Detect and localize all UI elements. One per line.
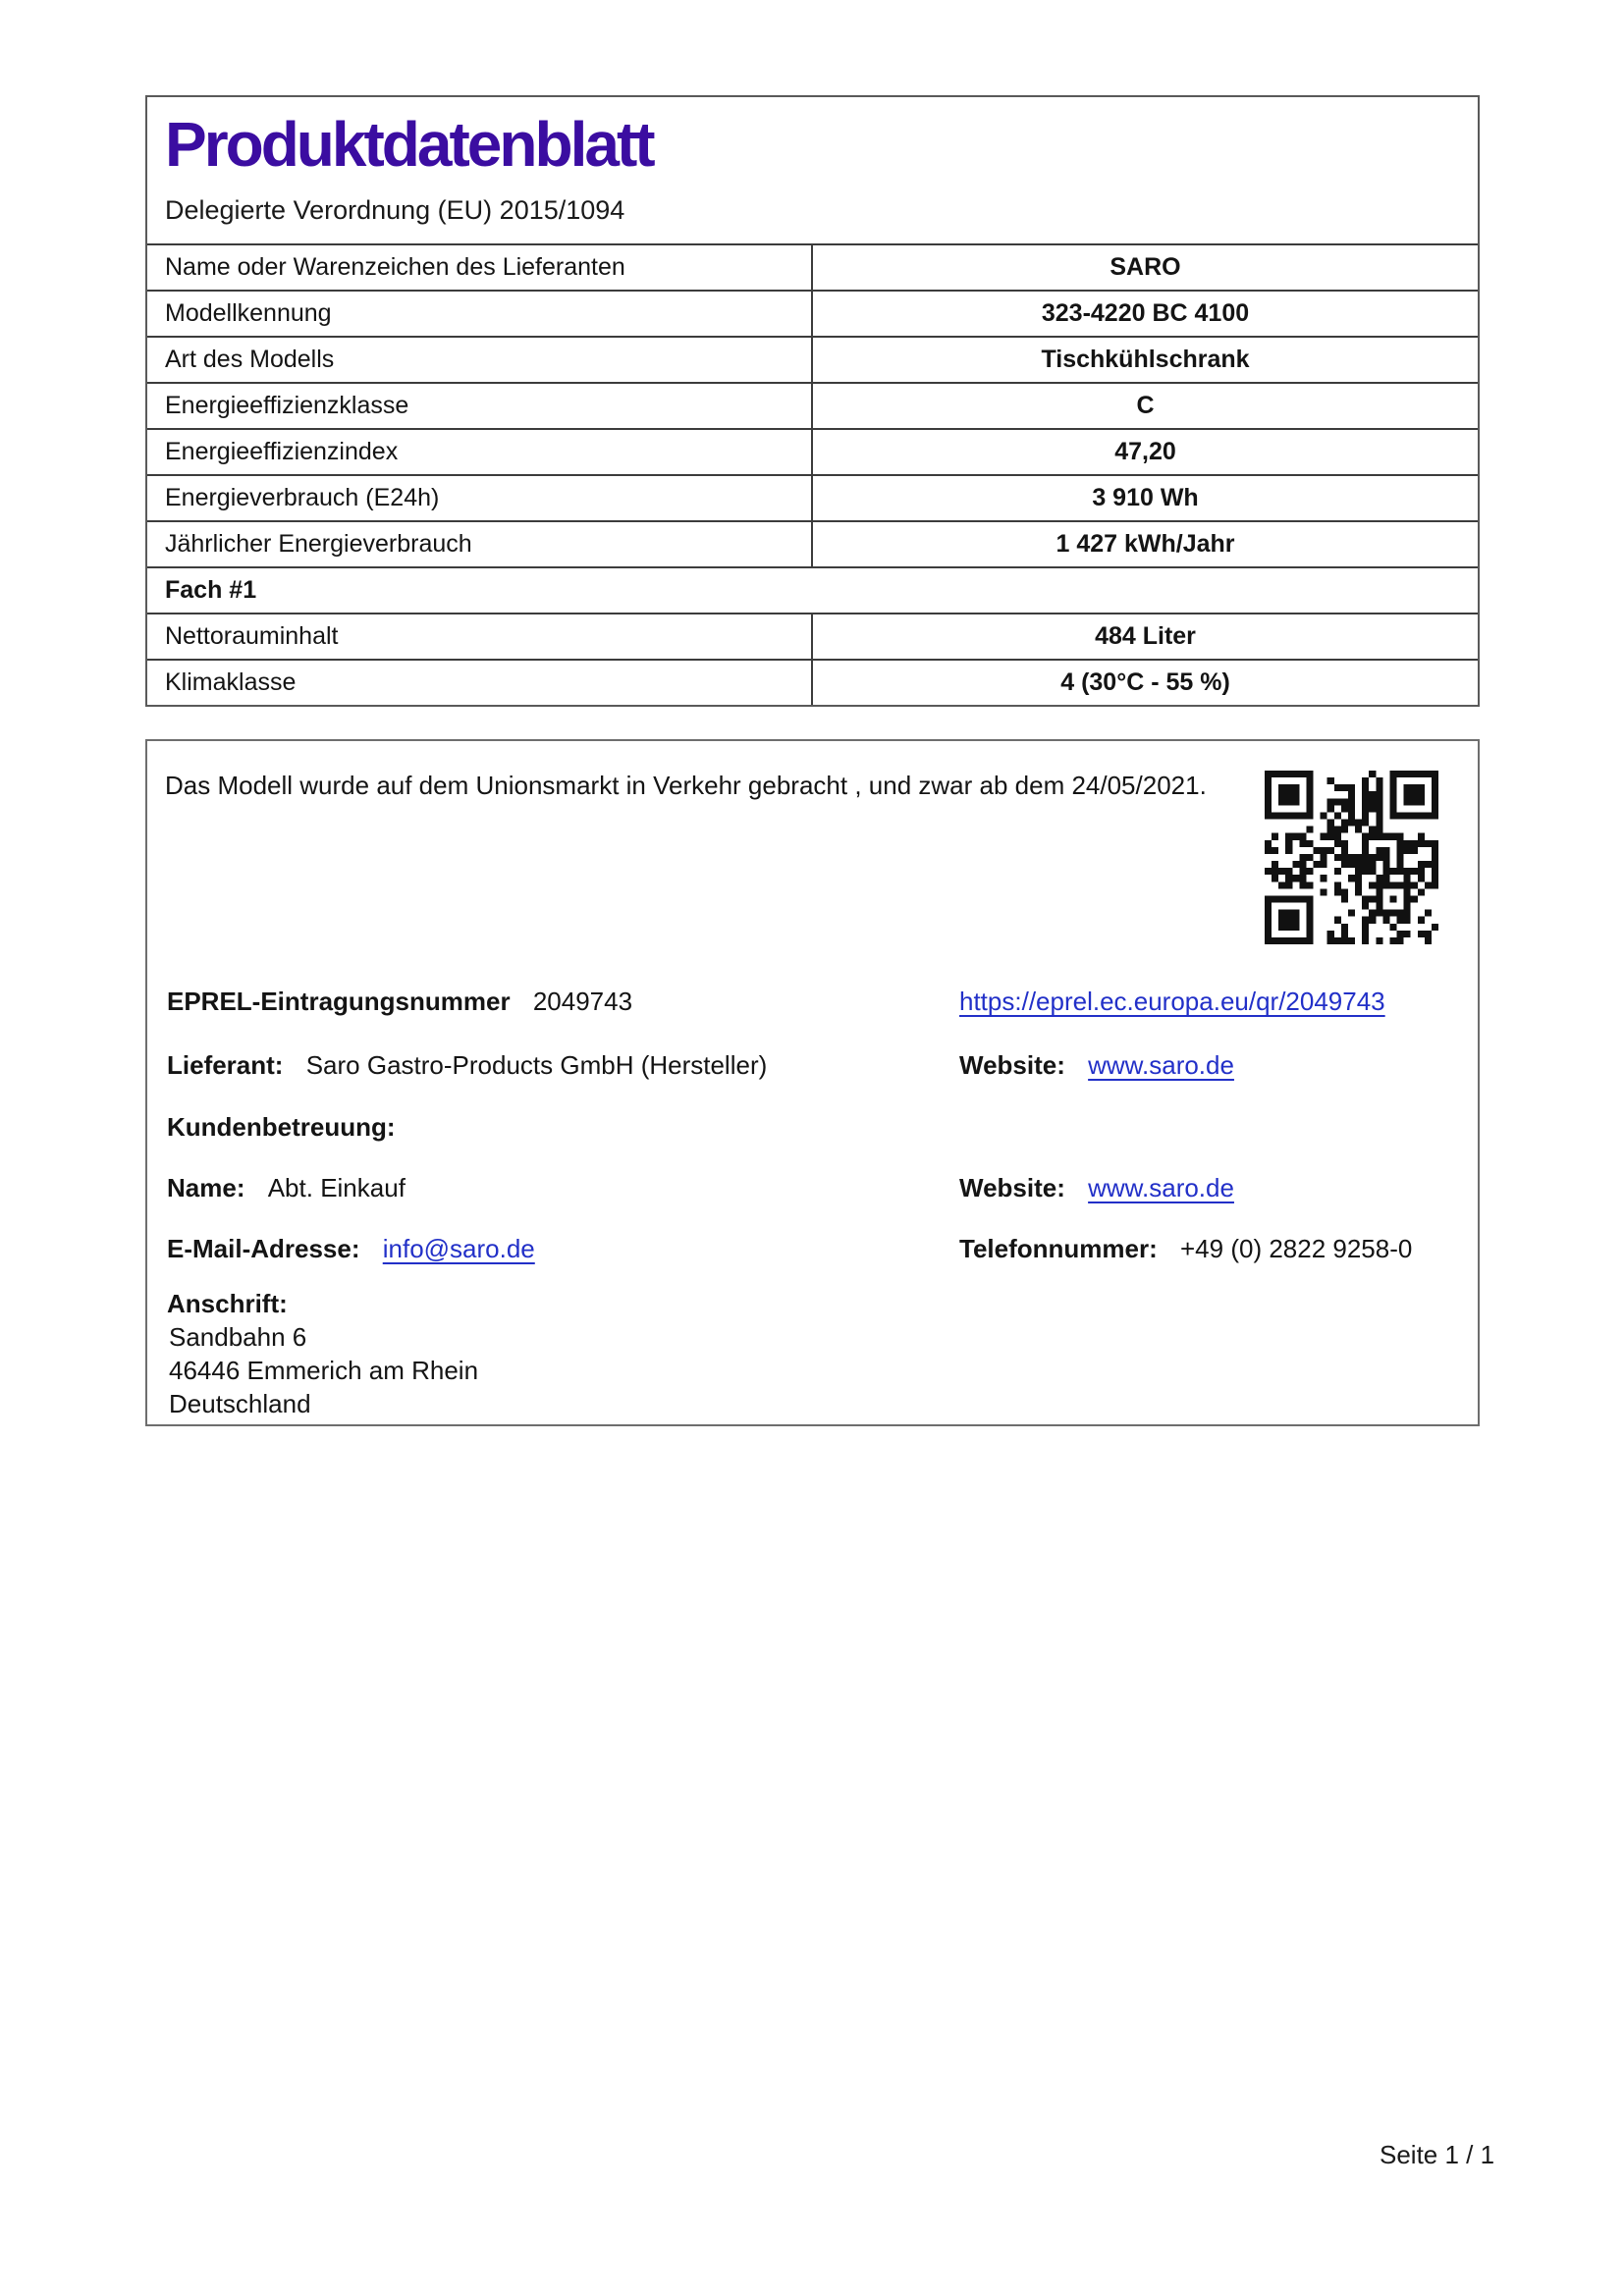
row-label: Klimaklasse [165, 668, 297, 696]
eprel-label: EPREL-Eintragungsnummer [167, 987, 511, 1016]
row-label: Name oder Warenzeichen des Lieferanten [165, 253, 625, 281]
support-row [167, 1112, 1458, 1143]
supplier-info-card [145, 739, 1480, 1426]
email-label: E-Mail-Adresse: [167, 1234, 360, 1263]
row-value: 3 910 Wh [811, 476, 1478, 520]
table-row [147, 290, 1478, 336]
row-value: 4 (30°C - 55 %) [811, 661, 1478, 705]
product-datasheet-card [145, 95, 1480, 707]
row-value: 1 427 kWh/Jahr [811, 522, 1478, 566]
address-line-1: Sandbahn 6 [169, 1322, 307, 1352]
address-label: Anschrift: [167, 1289, 288, 1318]
regulation-subtitle: Delegierte Verordnung (EU) 2015/1094 [165, 195, 625, 225]
contact-name-value: Abt. Einkauf [267, 1173, 406, 1202]
spec-table [147, 243, 1478, 705]
row-value: 484 Liter [811, 614, 1478, 659]
row-label: Fach #1 [165, 576, 257, 604]
supplier-value: Saro Gastro-Products GmbH (Hersteller) [305, 1050, 768, 1080]
table-row [147, 382, 1478, 428]
address-line-2: 46446 Emmerich am Rhein [169, 1356, 479, 1385]
phone-label: Telefonnummer: [959, 1234, 1158, 1263]
table-section-row [147, 566, 1478, 613]
email-row [167, 1234, 1458, 1264]
contact-name-label: Name: [167, 1173, 245, 1202]
website-link[interactable]: www.saro.de [1088, 1050, 1234, 1080]
row-value: 47,20 [811, 430, 1478, 474]
row-value: SARO [811, 245, 1478, 290]
table-row [147, 474, 1478, 520]
row-value: C [811, 384, 1478, 428]
website-link-2[interactable]: www.saro.de [1088, 1173, 1234, 1202]
table-row [147, 520, 1478, 566]
table-row [147, 336, 1478, 382]
eprel-number: 2049743 [532, 987, 633, 1016]
email-link[interactable]: info@saro.de [382, 1234, 535, 1263]
eprel-link[interactable]: https://eprel.ec.europa.eu/qr/2049743 [959, 987, 1385, 1016]
address-row [167, 1289, 1458, 1319]
contact-name-row [167, 1173, 1458, 1203]
eprel-row [167, 987, 1458, 1017]
supplier-row [167, 1050, 1458, 1081]
row-value: Tischkühlschrank [811, 338, 1478, 382]
table-row [147, 243, 1478, 290]
page-number: Seite 1 / 1 [1380, 2140, 1495, 2169]
row-label: Modellkennung [165, 299, 332, 327]
qr-code [1265, 771, 1438, 944]
table-row [147, 659, 1478, 705]
phone-value: +49 (0) 2822 9258-0 [1180, 1234, 1413, 1263]
row-value: 323-4220 BC 4100 [811, 292, 1478, 336]
row-label: Energieeffizienzklasse [165, 392, 409, 419]
table-row [147, 613, 1478, 659]
row-label: Jährlicher Energieverbrauch [165, 530, 472, 558]
support-label: Kundenbetreuung: [167, 1112, 396, 1142]
supplier-label: Lieferant: [167, 1050, 284, 1080]
datasheet-header [147, 97, 1478, 243]
market-statement: Das Modell wurde auf dem Unionsmarkt in Verkehr gebracht , und zwar ab dem 24/05/2021. [165, 771, 1207, 800]
row-label: Nettorauminhalt [165, 622, 339, 650]
website2-label: Website: [959, 1173, 1065, 1202]
row-label: Energieverbrauch (E24h) [165, 484, 440, 511]
website-label: Website: [959, 1050, 1065, 1080]
address-line-3: Deutschland [169, 1389, 311, 1418]
row-label: Energieeffizienzindex [165, 438, 399, 465]
page-title: Produktdatenblatt [165, 109, 653, 180]
table-row [147, 428, 1478, 474]
row-label: Art des Modells [165, 346, 335, 373]
